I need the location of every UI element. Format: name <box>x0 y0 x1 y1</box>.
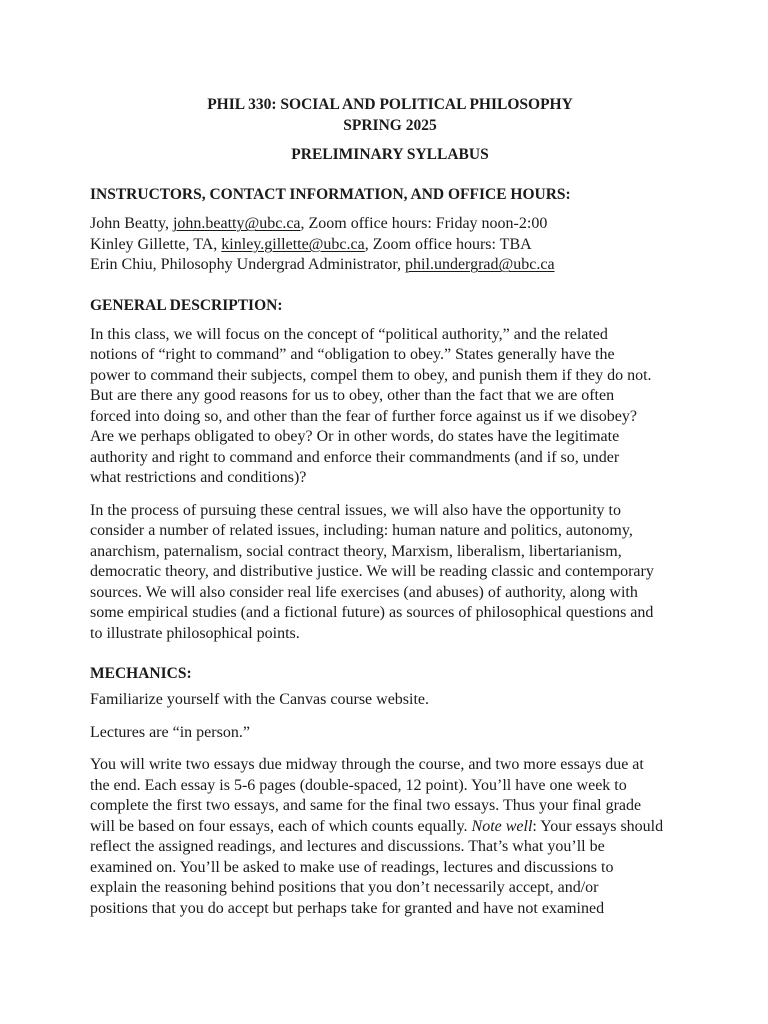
text-line: Familiarize yourself with the Canvas course website. <box>90 691 430 708</box>
text-line: Lectures are “in person.” <box>90 723 250 741</box>
text-line: sources. We will also consider real life exercises (and abuses) of authority, along with <box>90 583 638 601</box>
text-segment: Erin Chiu, Philosophy Undergrad Administrator, <box>90 256 406 273</box>
email-link[interactable]: phil.undergrad@ubc.ca <box>405 256 555 273</box>
text-line: to illustrate philosophical points. <box>90 624 300 642</box>
text-line: forced into doing so, and other than the fear of further force against us if we disobey? <box>90 407 637 425</box>
general-heading: GENERAL DESCRIPTION: <box>90 296 283 314</box>
text-line: Are we perhaps obligated to obey? Or in other words, do states have the legitimate <box>90 428 620 445</box>
text-line: anarchism, paternalism, social contract theory, Marxism, liberalism, libertarianism, <box>90 542 622 560</box>
text-line <box>90 235 690 256</box>
text-line: the end. Each essay is 5-6 pages (double-spaced, 12 point). You’ll have one week to <box>90 776 627 794</box>
text-line <box>90 817 690 838</box>
emphasis-text: Note well <box>471 817 533 835</box>
syllabus-page <box>90 94 690 919</box>
text-line: You will write two essays due midway through the course, and two more essays due at <box>90 756 644 773</box>
text-line: power to command their subjects, compel them to obey, and punish them if they do not. <box>90 366 652 384</box>
text-segment: will be based on four essays, each of which counts equally. <box>90 817 472 835</box>
syllabus-body <box>90 184 690 919</box>
email-link[interactable]: john.beatty@ubc.ca <box>172 215 301 232</box>
document-subtitle: PRELIMINARY SYLLABUS <box>291 146 489 163</box>
text-line: what restrictions and conditions)? <box>90 469 307 486</box>
course-title: PHIL 330: SOCIAL AND POLITICAL PHILOSOPHY <box>207 96 573 113</box>
mechanics-p2 <box>90 723 690 744</box>
text-line <box>90 214 690 235</box>
text-line: consider a number of related issues, including: human nature and politics, autonomy, <box>90 522 633 539</box>
text-line <box>90 255 690 276</box>
text-segment: John Beatty, <box>90 215 173 232</box>
text-line: notions of “right to command” and “obligation to obey.” States generally have the <box>90 346 615 363</box>
text-line: reflect the assigned readings, and lectures and discussions. That’s what you’ll be <box>90 838 605 855</box>
general-p1 <box>90 325 690 489</box>
text-line: examined on. You’ll be asked to make use of readings, lectures and discussions to <box>90 858 614 876</box>
text-line: authority and right to command and enforce their commandments (and if so, under <box>90 448 620 466</box>
mechanics-p1 <box>90 690 690 711</box>
text-segment: , Zoom office hours: TBA <box>364 235 532 253</box>
text-line: complete the first two essays, and same for the final two essays. Thus your final grade <box>90 797 642 814</box>
text-line: In the process of pursuing these central issues, we will also have the opportunity to <box>90 501 621 519</box>
course-term: SPRING 2025 <box>343 117 437 134</box>
text-segment: , Zoom office hours: Friday noon-2:00 <box>300 215 548 232</box>
mechanics-heading: MECHANICS: <box>90 665 192 682</box>
text-segment: Kinley Gillette, TA, <box>90 235 222 253</box>
text-line: But are there any good reasons for us to obey, other than the fact that we are often <box>90 387 615 404</box>
text-segment: : Your essays should <box>532 817 664 835</box>
instructors-heading: INSTRUCTORS, CONTACT INFORMATION, AND OFFICE HOURS: <box>90 186 571 203</box>
general-p2 <box>90 501 690 645</box>
email-link[interactable]: kinley.gillette@ubc.ca <box>221 235 365 253</box>
contacts <box>90 214 690 276</box>
text-line: some empirical studies (and a fictional future) as sources of philosophical questions and <box>90 604 654 621</box>
text-line: In this class, we will focus on the concept of “political authority,” and the related <box>90 325 608 343</box>
text-line: democratic theory, and distributive justice. We will be reading classic and contemporary <box>90 563 654 580</box>
text-line: explain the reasoning behind positions that you don’t necessarily accept, and/or <box>90 879 599 896</box>
mechanics-p3 <box>90 755 690 919</box>
text-line: positions that you do accept but perhaps take for granted and have not examined <box>90 899 605 917</box>
